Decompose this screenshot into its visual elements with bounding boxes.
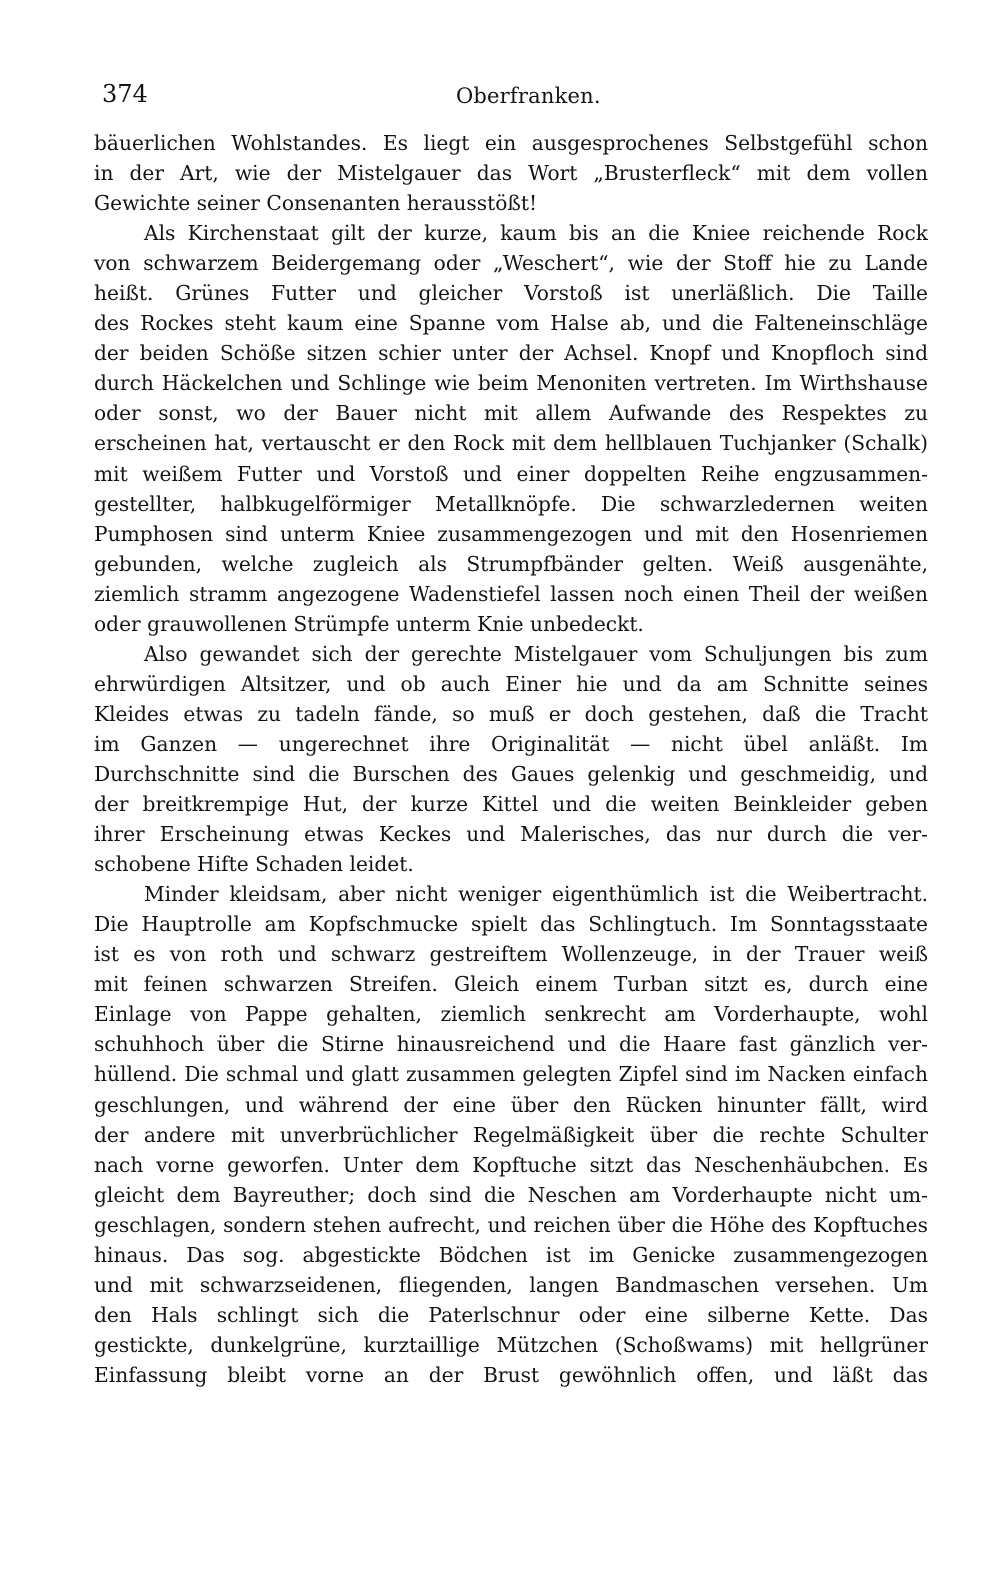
paragraph-first-line: Als Kirchenstaat gilt der kurze, kaum bis an die Kniee reichende Rock — [144, 221, 928, 246]
text-line: heißt. Grünes Futter und gleicher Vorstoß ist unerläßlich. Die Taille — [94, 281, 928, 306]
text-line: hüllend. Die schmal und glatt zusammen gelegten Zipfel sind im Nacken einfach — [94, 1062, 928, 1087]
paragraph-first-line: Minder kleidsam, aber nicht weniger eigenthümlich ist die Weibertracht. — [144, 882, 928, 907]
text-line: in der Art, wie der Mistelgauer das Wort „Brusterfleck“ mit dem vollen — [94, 161, 928, 186]
text-line: Durchschnitte sind die Burschen des Gaues gelenkig und geschmeidig, und — [94, 761, 928, 786]
text-line: Einlage von Pappe gehalten, ziemlich senkrecht am Vorderhaupte, wohl — [94, 1002, 928, 1027]
text-line: des Rockes steht kaum eine Spanne vom Halse ab, und die Falteneinschläge — [94, 311, 928, 336]
page-header — [96, 78, 904, 118]
text-line: geschlungen, und während der eine über den Rücken hinunter fällt, wird — [94, 1092, 928, 1117]
text-line: ehrwürdigen Altsitzer, und ob auch Einer hie und da am Schnitte seines — [94, 671, 928, 696]
text-line: hinaus. Das sog. abgestickte Bödchen ist im Genicke zusammengezogen — [94, 1242, 928, 1267]
text-line: ist es von roth und schwarz gestreiftem Wollenzeuge, in der Trauer weiß — [94, 942, 928, 967]
text-line: der breitkrempige Hut, der kurze Kittel und die weiten Beinkleider geben — [94, 792, 928, 817]
text-line: gestellter, halbkugelförmiger Metallknöpfe. Die schwarzledernen weiten — [94, 491, 928, 516]
text-line: der andere mit unverbrüchlicher Regelmäßigkeit über die rechte Schulter — [94, 1122, 928, 1147]
text-line: Gewichte seiner Consenanten herausstößt! — [94, 191, 538, 216]
text-line: gleicht dem Bayreuther; doch sind die Neschen am Vorderhaupte nicht um- — [94, 1182, 928, 1207]
text-line: Kleides etwas zu tadeln fände, so muß er doch gestehen, daß die Tracht — [94, 701, 928, 726]
body-text — [94, 128, 928, 1428]
text-line: oder sonst, wo der Bauer nicht mit allem Aufwande des Respektes zu — [94, 401, 928, 426]
page-number: 374 — [102, 80, 148, 108]
text-line: durch Häckelchen und Schlinge wie beim Menoniten vertreten. Im Wirthshause — [94, 371, 928, 396]
text-line: den Hals schlingt sich die Paterlschnur oder eine silberne Kette. Das — [94, 1302, 928, 1327]
text-line: im Ganzen — ungerechnet ihre Originalität — nicht übel anläßt. Im — [94, 731, 928, 756]
text-line: Die Hauptrolle am Kopfschmucke spielt das Schlingtuch. Im Sonntagsstaate — [94, 912, 928, 937]
text-line: mit weißem Futter und Vorstoß und einer doppelten Reihe engzusammen- — [94, 461, 928, 486]
text-line: bäuerlichen Wohlstandes. Es liegt ein ausgesprochenes Selbstgefühl schon — [94, 131, 928, 155]
text-line: von schwarzem Beidergemang oder „Weschert“, wie der Stoff hie zu Lande — [94, 251, 928, 276]
text-line: ziemlich stramm angezogene Wadenstiefel lassen noch einen Theil der weißen — [94, 581, 928, 606]
running-head: Oberfranken. — [456, 84, 601, 108]
text-line: erscheinen hat, vertauscht er den Rock mit dem hellblauen Tuchjanker (Schalk) — [94, 431, 928, 456]
text-line: gestickte, dunkelgrüne, kurztaillige Mützchen (Schoßwams) mit hellgrüner — [94, 1332, 928, 1357]
text-line: und mit schwarzseidenen, fliegenden, langen Bandmaschen versehen. Um — [94, 1272, 928, 1297]
text-line: schobene Hifte Schaden leidet. — [94, 852, 414, 877]
text-line: geschlagen, sondern stehen aufrecht, und reichen über die Höhe des Kopftuches — [94, 1212, 928, 1237]
text-line: Einfassung bleibt vorne an der Brust gewöhnlich offen, und läßt das — [94, 1362, 928, 1387]
text-line: Pumphosen sind unterm Kniee zusammengezogen und mit den Hosenriemen — [94, 521, 928, 546]
text-line: der beiden Schöße sitzen schier unter der Achsel. Knopf und Knopfloch sind — [94, 341, 928, 366]
text-line: schuhhoch über die Stirne hinausreichend und die Haare fast gänzlich ver- — [94, 1032, 928, 1057]
paragraph-first-line: Also gewandet sich der gerechte Mistelgauer vom Schuljungen bis zum — [144, 641, 928, 666]
text-line: ihrer Erscheinung etwas Keckes und Malerisches, das nur durch die ver- — [94, 822, 928, 847]
text-line: nach vorne geworfen. Unter dem Kopftuche sitzt das Neschenhäubchen. Es — [94, 1152, 928, 1177]
text-line: oder grauwollenen Strümpfe unterm Knie unbedeckt. — [94, 611, 644, 636]
text-line: mit feinen schwarzen Streifen. Gleich einem Turban sitzt es, durch eine — [94, 972, 928, 997]
text-line: gebunden, welche zugleich als Strumpfbänder gelten. Weiß ausgenähte, — [94, 551, 928, 576]
